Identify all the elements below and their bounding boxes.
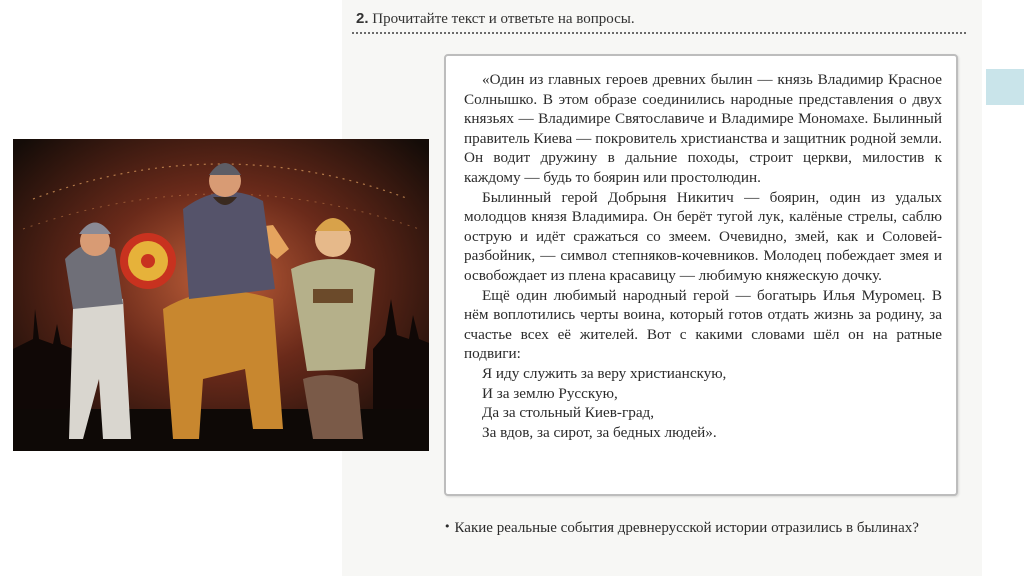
task-header bbox=[356, 8, 968, 30]
verse-line-3: Да за стольный Киев-град, bbox=[482, 404, 655, 422]
question bbox=[444, 518, 960, 537]
text-paragraph-3: Ещё один любимый народный герой — богатырь Илья Муромец. В нём воплотились черты воина, который готов отдать жизнь за родину, за счастье всех её жителей. Вот с какими словами шёл он на ратные подвиги: bbox=[464, 286, 942, 363]
bogatyrs-illustration bbox=[13, 139, 429, 451]
bogatyrs-illustration-art bbox=[13, 139, 429, 451]
verse-line-2: И за землю Русскую, bbox=[482, 384, 618, 402]
text-paragraph-1: «Один из главных героев древних былин — князь Владимир Красное Солнышко. В этом образе соединились народные представления о двух князьях — Владимире Святославиче и Владимире Мономахе. Былинный правитель Киева — покровитель христианства и защитник родной земли. Он водит дружину в дальние походы, строит церкви, милостив к каждому — будь то боярин или простолюдин. bbox=[464, 71, 942, 186]
question-bullet: • bbox=[444, 520, 451, 533]
verse-line-1: Я иду служить за веру христианскую, bbox=[482, 364, 727, 382]
verse-line-4: За вдов, за сирот, за бедных людей». bbox=[482, 423, 717, 441]
dotted-divider bbox=[352, 32, 966, 34]
task-instruction: Прочитайте текст и ответьте на вопросы. bbox=[372, 11, 635, 27]
question-text: Какие реальные события древнерусской истории отразились в былинах? bbox=[454, 520, 919, 536]
text-paragraph-2: Былинный герой Добрыня Никитич — боярин, один из удалых молодцов князя Владимира. Он берёт тугой лук, калёные стрелы, саблю острую и идёт сражаться со змеем. Очевидно, змей, как и Соловей-разбойник, — символ степняков-кочевников. Молодец побеждает змея и освобождает из плена красавицу — любимую княжескую дочку. bbox=[464, 188, 942, 284]
task-number: 2. bbox=[356, 10, 369, 27]
reading-text-box bbox=[444, 54, 958, 496]
page-edge-tab bbox=[986, 69, 1024, 105]
